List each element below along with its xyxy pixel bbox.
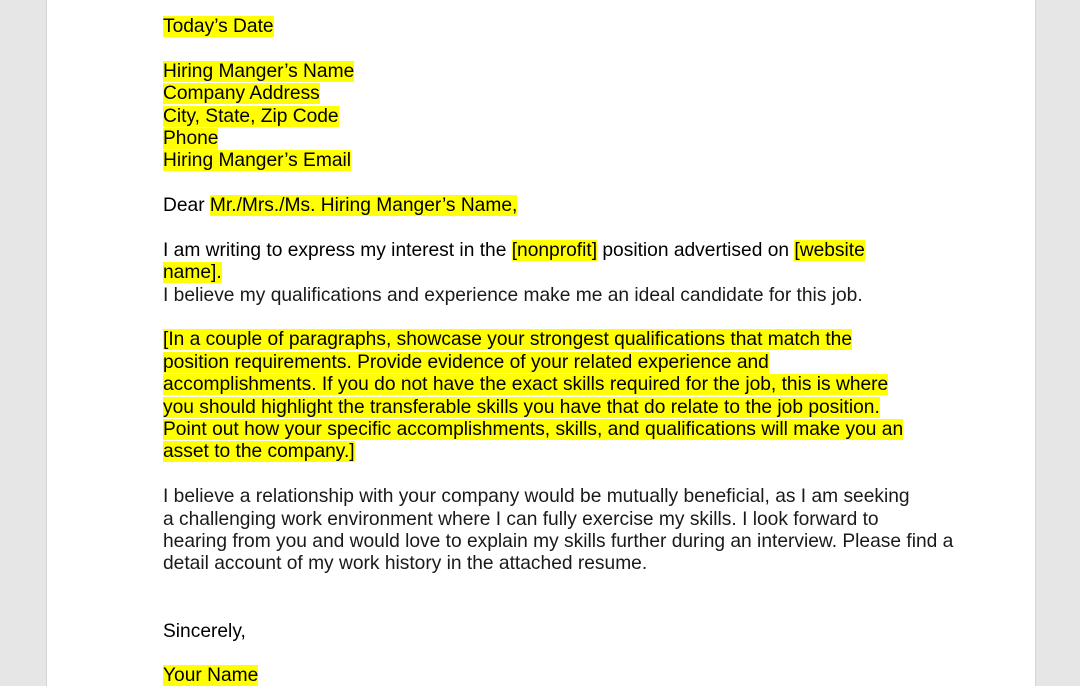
blank-line — [163, 218, 933, 240]
closing-line: I believe a relationship with your company would be mutually beneficial, as I am seeking — [163, 486, 910, 508]
salutation-prefix: Dear — [163, 195, 210, 217]
website-field-part1[interactable]: [website — [794, 239, 865, 261]
recipient-city-field[interactable]: City, State, Zip Code — [163, 105, 339, 127]
sign-off-line: Sincerely, — [163, 620, 246, 642]
signature-line — [163, 665, 933, 686]
placeholder-text[interactable]: position requirements. Provide evidence of your related experience and — [163, 351, 769, 373]
intro-text-1: I am writing to express my interest in the — [163, 239, 512, 261]
recipient-city-line — [163, 106, 933, 128]
placeholder-text[interactable]: asset to the company.] — [163, 441, 355, 463]
placeholder-line — [163, 329, 933, 351]
letter-body — [163, 16, 954, 686]
recipient-email-field[interactable]: Hiring Manger’s Email — [163, 150, 352, 172]
intro-line-3: I believe my qualifications and experience make me an ideal candidate for this job. — [163, 284, 863, 306]
placeholder-line — [163, 352, 933, 374]
recipient-email-line — [163, 150, 933, 172]
website-field-part2[interactable]: name]. — [163, 262, 222, 284]
signature-field[interactable]: Your Name — [163, 665, 259, 686]
salutation-name-field[interactable]: Mr./Mrs./Ms. Hiring Manger’s Name, — [209, 195, 518, 217]
blank-line — [163, 173, 933, 195]
placeholder-text[interactable]: Point out how your specific accomplishments, skills, and qualifications will make you an — [163, 419, 904, 441]
blank-line — [163, 38, 933, 60]
position-field[interactable]: [nonprofit] — [511, 239, 598, 261]
intro-text-2: position advertised on — [597, 239, 795, 261]
salutation-line — [163, 195, 933, 217]
closing-line: a challenging work environment where I can fully exercise my skills. I look forward to — [163, 508, 879, 530]
placeholder-line — [163, 397, 933, 419]
blank-line — [163, 576, 933, 621]
blank-line — [163, 464, 933, 486]
blank-line — [163, 643, 933, 665]
placeholder-line — [163, 419, 933, 441]
placeholder-line — [163, 441, 933, 463]
recipient-address-field[interactable]: Company Address — [163, 83, 320, 105]
recipient-name-line — [163, 61, 933, 83]
intro-line-2 — [163, 262, 933, 284]
date-field[interactable]: Today’s Date — [163, 16, 274, 37]
closing-line: hearing from you and would love to explain my skills further during an interview. Please find a — [163, 530, 954, 552]
closing-line: detail account of my work history in the attached resume. — [163, 553, 648, 575]
recipient-phone-field[interactable]: Phone — [163, 127, 219, 149]
placeholder-line — [163, 374, 933, 396]
intro-line-1 — [163, 240, 933, 262]
placeholder-text[interactable]: you should highlight the transferable skills you have that do relate to the job position. — [163, 396, 880, 418]
document-page — [46, 0, 1036, 686]
recipient-phone-line — [163, 128, 933, 150]
recipient-name-field[interactable]: Hiring Manger’s Name — [163, 60, 355, 82]
blank-line — [163, 307, 933, 329]
placeholder-text[interactable]: [In a couple of paragraphs, showcase your strongest qualifications that match the — [163, 329, 853, 351]
date-line — [163, 16, 933, 38]
recipient-address-line — [163, 83, 933, 105]
placeholder-text[interactable]: accomplishments. If you do not have the exact skills required for the job, this is where — [163, 374, 889, 396]
